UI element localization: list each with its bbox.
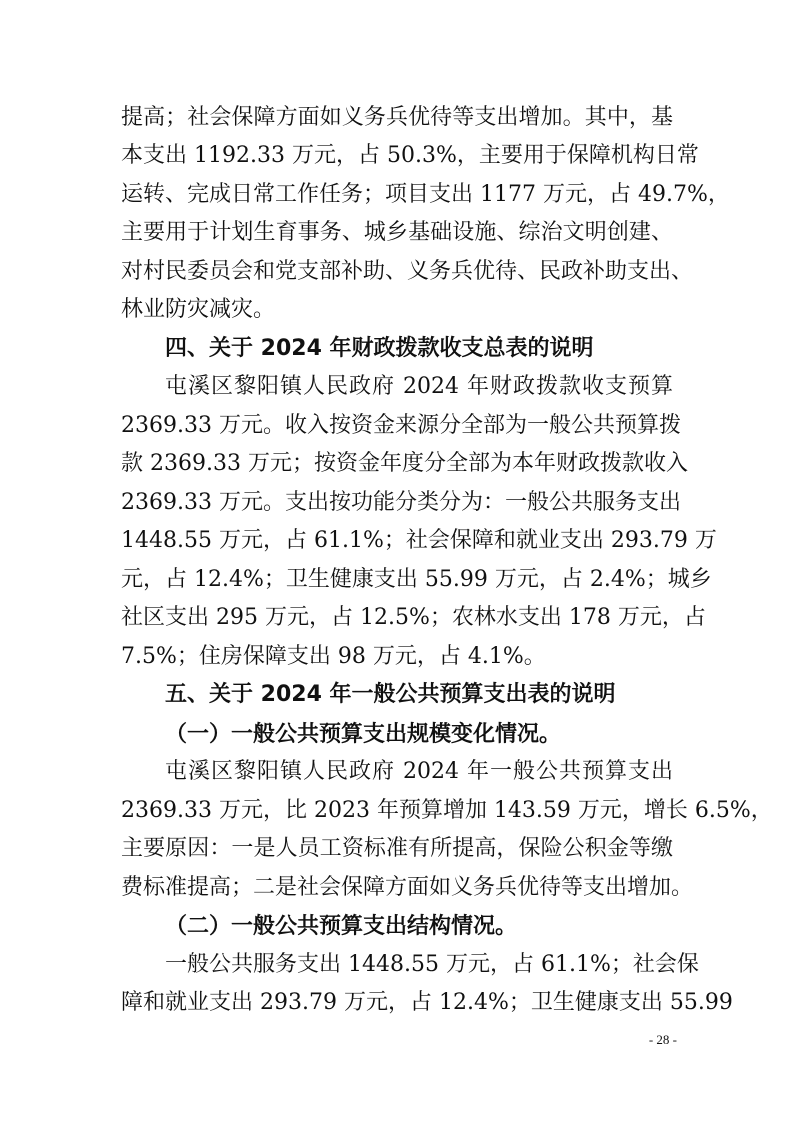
paragraph-line: 运转、完成日常工作任务；项目支出 1177 万元，占 49.7%， (121, 182, 730, 207)
subsection-heading: （二）一般公共预算支出结构情况。 (165, 913, 518, 939)
paragraph-line: 屯溪区黎阳镇人民政府 2024 年一般公共预算支出 (165, 759, 673, 784)
paragraph-line: 2369.33 万元，比 2023 年预算增加 143.59 万元，增长 6.5%， (121, 798, 773, 823)
paragraph-line: 对村民委员会和党支部补助、义务兵优待、民政补助支出、 (121, 259, 694, 284)
paragraph-line: 主要原因：一是人员工资标准有所提高，保险公积金等缴 (121, 836, 673, 861)
paragraph-line: 主要用于计划生育事务、城乡基础设施、综治文明创建、 (121, 220, 673, 245)
paragraph-line: 屯溪区黎阳镇人民政府 2024 年财政拨款收支预算 (165, 374, 673, 399)
section-heading: 四、关于 2024 年财政拨款收支总表的说明 (165, 336, 594, 361)
page-number: - 28 - (648, 1032, 677, 1047)
paragraph-line: 元，占 12.4%；卫生健康支出 55.99 万元，占 2.4%；城乡 (121, 567, 712, 592)
paragraph-line: 2369.33 万元。支出按功能分类分为：一般公共服务支出 (121, 490, 681, 515)
paragraph-line: 2369.33 万元。收入按资金来源分全部为一般公共预算拨 (121, 413, 681, 438)
subsection-heading: （一）一般公共预算支出规模变化情况。 (165, 721, 562, 747)
paragraph-line: 7.5%；住房保障支出 98 万元，占 4.1%。 (121, 644, 546, 669)
paragraph-line: 障和就业支出 293.79 万元，占 12.4%；卫生健康支出 55.99 (121, 990, 733, 1015)
paragraph-line: 1448.55 万元，占 61.1%；社会保障和就业支出 293.79 万 (121, 528, 717, 553)
paragraph-line: 社区支出 295 万元，占 12.5%；农林水支出 178 万元，占 (121, 605, 706, 630)
paragraph-line: 提高；社会保障方面如义务兵优待等支出增加。其中，基 (121, 105, 673, 130)
paragraph-line: 林业防灾减灾。 (121, 297, 276, 322)
paragraph-line: 费标准提高；二是社会保障方面如义务兵优待等支出增加。 (121, 875, 694, 900)
paragraph-line: 本支出 1192.33 万元，占 50.3%，主要用于保障机构日常 (121, 143, 699, 168)
section-heading: 五、关于 2024 年一般公共预算支出表的说明 (165, 682, 616, 707)
paragraph-line: 一般公共服务支出 1448.55 万元，占 61.1%；社会保 (165, 952, 699, 977)
paragraph-line: 款 2369.33 万元；按资金年度分全部为本年财政拨款收入 (121, 451, 688, 476)
